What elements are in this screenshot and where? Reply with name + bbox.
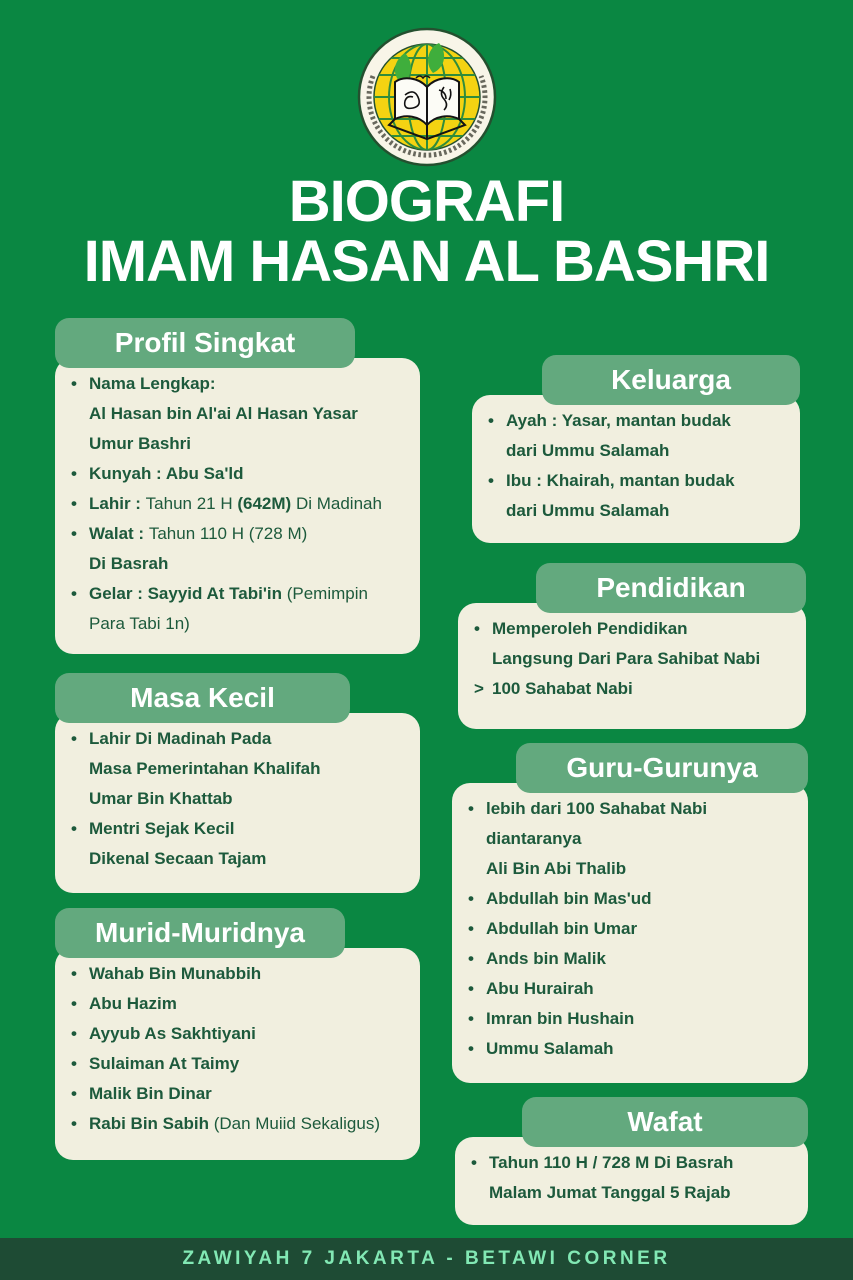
card-title: Wafat xyxy=(522,1097,808,1147)
text-line xyxy=(486,854,798,884)
bullet-text xyxy=(89,1019,410,1049)
text-line xyxy=(89,754,410,784)
text-segment: Walat : xyxy=(89,524,149,543)
text-segment: (642M) xyxy=(237,494,292,513)
text-line xyxy=(486,884,798,914)
bullet-marker: • xyxy=(71,464,77,483)
bullet-marker: • xyxy=(71,524,77,543)
bullet-marker: • xyxy=(71,584,77,603)
text-line xyxy=(486,1034,798,1064)
text-line xyxy=(489,1148,798,1178)
bullet-marker: • xyxy=(468,799,474,818)
list-item xyxy=(69,519,410,579)
bullet-list xyxy=(469,1148,798,1208)
list-item xyxy=(69,814,410,874)
text-segment: Masa Pemerintahan Khalifah xyxy=(89,759,321,778)
bullet-marker: • xyxy=(468,889,474,908)
text-line xyxy=(89,429,410,459)
text-line xyxy=(89,1019,410,1049)
card-body xyxy=(455,1137,808,1225)
open-book-icon xyxy=(389,78,465,139)
bullet-marker: • xyxy=(474,619,480,638)
poster-title-line1: BIOGRAFI xyxy=(288,169,565,234)
text-segment: Wahab Bin Munabbih xyxy=(89,964,262,983)
text-line xyxy=(89,844,410,874)
text-segment: Nama Lengkap: xyxy=(89,374,216,393)
list-item xyxy=(69,1079,410,1109)
text-line xyxy=(506,406,790,436)
bullet-text xyxy=(89,1079,410,1109)
card-body xyxy=(472,395,800,543)
list-item xyxy=(69,959,410,989)
text-segment: (Dan Muiid Sekaligus) xyxy=(213,1114,380,1133)
text-line xyxy=(89,489,410,519)
card-wafat xyxy=(455,1097,808,1225)
text-line xyxy=(89,1079,410,1109)
card-pendidikan xyxy=(458,563,806,729)
text-segment: Rabi Bin Sabih xyxy=(89,1114,214,1133)
text-segment: lebih dari 100 Sahabat Nabi xyxy=(486,799,708,818)
text-segment: dari Ummu Salamah xyxy=(506,501,670,520)
bullet-marker: • xyxy=(488,471,494,490)
text-segment: Ayah : Yasar, mantan budak xyxy=(506,411,731,430)
bullet-text xyxy=(89,989,410,1019)
bullet-text xyxy=(486,884,798,914)
bullet-text xyxy=(506,406,790,466)
list-item xyxy=(69,579,410,639)
bullet-marker: • xyxy=(468,979,474,998)
bullet-text xyxy=(492,614,796,674)
bullet-list xyxy=(486,406,790,526)
text-line xyxy=(89,959,410,989)
text-line xyxy=(89,784,410,814)
text-line xyxy=(89,989,410,1019)
bullet-text xyxy=(486,974,798,1004)
bullet-marker: > xyxy=(474,679,484,698)
card-title: Pendidikan xyxy=(536,563,806,613)
bullet-text xyxy=(89,369,410,459)
list-item xyxy=(69,369,410,459)
bullet-text xyxy=(89,459,410,489)
bullet-text xyxy=(89,724,410,814)
card-body xyxy=(458,603,806,729)
bullet-text xyxy=(486,1004,798,1034)
text-segment: (Pemimpin xyxy=(286,584,368,603)
text-line xyxy=(89,369,410,399)
bullet-text xyxy=(89,814,410,874)
bullet-text xyxy=(89,519,410,579)
bullet-list xyxy=(69,724,410,874)
text-segment: Kunyah : Abu Sa'ld xyxy=(89,464,244,483)
list-item xyxy=(466,944,798,974)
poster-title-line2: IMAM HASAN AL BASHRI xyxy=(83,229,770,294)
text-segment: Abdullah bin Mas'ud xyxy=(486,889,652,908)
list-item xyxy=(466,974,798,1004)
bullet-marker: • xyxy=(71,729,77,748)
bullet-text xyxy=(89,1109,410,1139)
bullet-list xyxy=(69,369,410,639)
text-segment: Abu Hazim xyxy=(89,994,177,1013)
card-title: Guru-Gurunya xyxy=(516,743,808,793)
list-item xyxy=(469,1148,798,1208)
text-segment: Lahir : xyxy=(89,494,146,513)
list-item xyxy=(486,406,790,466)
text-segment: Ali Bin Abi Thalib xyxy=(486,859,627,878)
footer-text: ZAWIYAH 7 JAKARTA - BETAWI CORNER xyxy=(182,1248,671,1269)
list-item xyxy=(69,724,410,814)
text-line xyxy=(486,944,798,974)
bullet-list xyxy=(466,794,798,1064)
bullet-marker: • xyxy=(468,1039,474,1058)
text-line xyxy=(89,1109,410,1139)
text-line xyxy=(486,794,798,824)
text-line xyxy=(506,496,790,526)
text-line xyxy=(89,399,410,429)
bullet-text xyxy=(486,794,798,884)
text-segment: Tahun 110 H (728 M) xyxy=(148,524,308,543)
text-segment: Ummu Salamah xyxy=(486,1039,614,1058)
bullet-marker: • xyxy=(468,949,474,968)
text-segment: Imran bin Hushain xyxy=(486,1009,635,1028)
bullet-marker: • xyxy=(71,374,77,393)
list-item xyxy=(466,914,798,944)
text-line xyxy=(89,579,410,609)
list-item xyxy=(486,466,790,526)
card-title: Profil Singkat xyxy=(55,318,355,368)
list-item xyxy=(472,674,796,704)
list-item xyxy=(466,884,798,914)
card-masa-kecil xyxy=(55,673,420,893)
list-item xyxy=(69,1109,410,1139)
text-segment: Tahun 110 H / 728 M Di Basrah xyxy=(489,1153,734,1172)
list-item xyxy=(69,1019,410,1049)
text-segment: Ands bin Malik xyxy=(486,949,606,968)
list-item xyxy=(69,989,410,1019)
text-segment: Sulaiman At Taimy xyxy=(89,1054,240,1073)
bullet-marker: • xyxy=(71,819,77,838)
bullet-text xyxy=(492,674,796,704)
bullet-marker: • xyxy=(71,1054,77,1073)
bullet-marker: • xyxy=(71,964,77,983)
card-guru-gurunya xyxy=(452,743,808,1083)
bullet-text xyxy=(486,914,798,944)
card-title: Masa Kecil xyxy=(55,673,350,723)
text-line xyxy=(492,614,796,644)
text-segment: diantaranya xyxy=(486,829,582,848)
card-murid-muridnya xyxy=(55,908,420,1160)
bullet-marker: • xyxy=(468,1009,474,1028)
text-line xyxy=(486,974,798,1004)
card-title: Murid-Muridnya xyxy=(55,908,345,958)
bullet-text xyxy=(89,489,410,519)
text-segment: dari Ummu Salamah xyxy=(506,441,670,460)
text-line xyxy=(486,914,798,944)
card-body xyxy=(55,358,420,654)
list-item xyxy=(466,1034,798,1064)
text-segment: Malik Bin Dinar xyxy=(89,1084,212,1103)
bullet-list xyxy=(472,614,796,704)
text-line xyxy=(89,814,410,844)
card-body xyxy=(55,948,420,1160)
text-segment: Di Madinah xyxy=(291,494,382,513)
text-segment: Umar Bin Khattab xyxy=(89,789,233,808)
card-body xyxy=(452,783,808,1083)
bullet-text xyxy=(89,1049,410,1079)
text-segment: Para Tabi 1n) xyxy=(89,614,190,633)
text-segment: Malam Jumat Tanggal 5 Rajab xyxy=(489,1183,731,1202)
bullet-text xyxy=(89,579,410,639)
card-title: Keluarga xyxy=(542,355,800,405)
list-item xyxy=(466,1004,798,1034)
text-line xyxy=(89,609,410,639)
organization-logo-icon xyxy=(356,26,498,168)
text-segment: Di Basrah xyxy=(89,554,169,573)
text-line xyxy=(89,724,410,754)
text-line xyxy=(486,824,798,854)
bullet-text xyxy=(89,959,410,989)
text-line xyxy=(506,436,790,466)
text-line xyxy=(492,644,796,674)
text-line xyxy=(89,1049,410,1079)
poster-title xyxy=(0,169,853,294)
bullet-marker: • xyxy=(71,1084,77,1103)
text-line xyxy=(486,1004,798,1034)
bullet-marker: • xyxy=(71,1024,77,1043)
text-segment: Langsung Dari Para Sahibat Nabi xyxy=(492,649,761,668)
bullet-marker: • xyxy=(71,494,77,513)
card-body xyxy=(55,713,420,893)
bullet-marker: • xyxy=(488,411,494,430)
bullet-marker: • xyxy=(71,994,77,1013)
text-segment: Abu Hurairah xyxy=(486,979,594,998)
text-segment: 100 Sahabat Nabi xyxy=(492,679,633,698)
card-profil-singkat xyxy=(55,318,420,654)
text-segment: Mentri Sejak Kecil xyxy=(89,819,235,838)
list-item xyxy=(69,489,410,519)
organization-logo xyxy=(356,26,498,168)
text-line xyxy=(89,549,410,579)
text-segment: Memperoleh Pendidikan xyxy=(492,619,688,638)
bullet-marker: • xyxy=(71,1114,77,1133)
bullet-list xyxy=(69,959,410,1139)
footer-bar xyxy=(0,1238,853,1280)
bullet-text xyxy=(486,1034,798,1064)
text-line xyxy=(506,466,790,496)
text-segment: Abdullah bin Umar xyxy=(486,919,638,938)
text-line xyxy=(89,519,410,549)
list-item xyxy=(69,1049,410,1079)
bullet-text xyxy=(486,944,798,974)
text-segment: Tahun 21 H xyxy=(145,494,238,513)
bullet-marker: • xyxy=(471,1153,477,1172)
bullet-text xyxy=(506,466,790,526)
bullet-marker: • xyxy=(468,919,474,938)
text-segment: Ayyub As Sakhtiyani xyxy=(89,1024,256,1043)
list-item xyxy=(69,459,410,489)
text-line xyxy=(492,674,796,704)
text-segment: Umur Bashri xyxy=(89,434,192,453)
text-line xyxy=(489,1178,798,1208)
text-segment: Dikenal Secaan Tajam xyxy=(89,849,267,868)
card-keluarga xyxy=(472,355,800,543)
bullet-text xyxy=(489,1148,798,1208)
text-line xyxy=(89,459,410,489)
text-segment: Lahir Di Madinah Pada xyxy=(89,729,272,748)
list-item xyxy=(466,794,798,884)
text-segment: Ibu : Khairah, mantan budak xyxy=(506,471,735,490)
text-segment: Gelar : Sayyid At Tabi'in xyxy=(89,584,287,603)
text-segment: Al Hasan bin Al'ai Al Hasan Yasar xyxy=(89,404,358,423)
list-item xyxy=(472,614,796,674)
